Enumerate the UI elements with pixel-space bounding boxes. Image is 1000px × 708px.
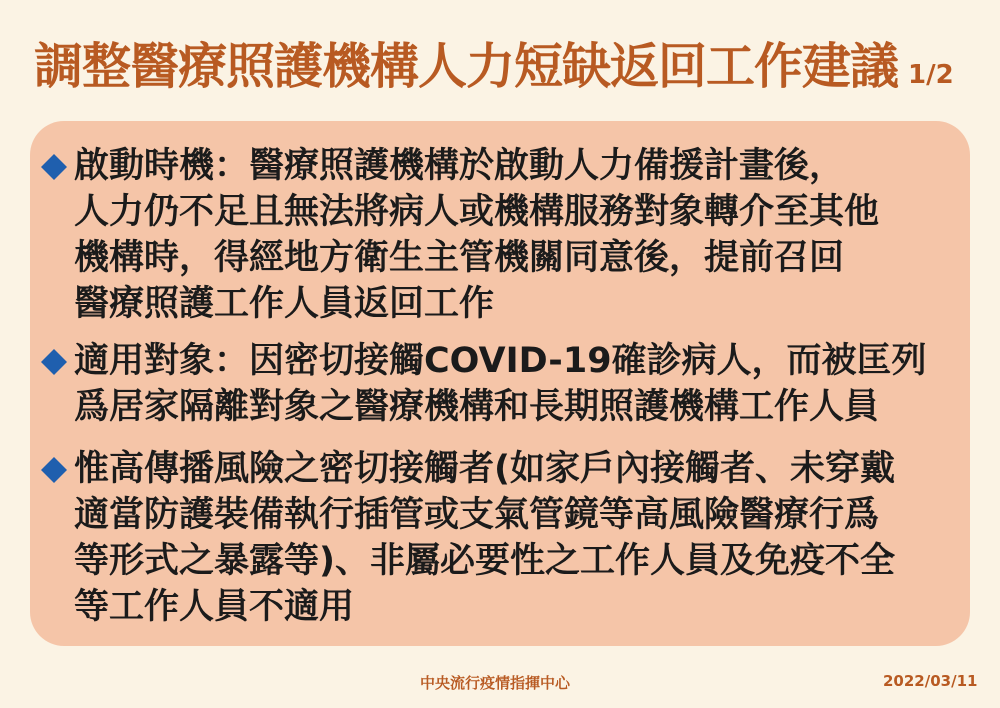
bullet-line: 醫療照護工作人員返回工作: [74, 284, 495, 324]
bullet-item-start-timing: [40, 143, 954, 327]
bullet-line: 等形式之暴露等)、非屬必要性之工作人員及免疫不全: [74, 541, 895, 581]
bullet-line: 等工作人員不適用: [74, 587, 355, 627]
bullet-text: [74, 143, 954, 327]
page-number: 1/2: [908, 60, 954, 90]
bullet-line: 惟高傳播風險之密切接觸者(如家戶內接觸者、未穿戴: [74, 449, 895, 489]
bullet-line: 適當防護裝備執行插管或支氣管鏡等高風險醫療行爲: [74, 495, 880, 535]
footer-organization: 中央流行疫情指揮中心: [420, 674, 571, 692]
diamond-bullet-icon: [40, 348, 68, 376]
footer-date: 2022/03/11: [883, 672, 978, 690]
title-main: 調整醫療照護機構人力短缺返回工作建議: [34, 38, 899, 95]
bullet-text: [74, 338, 954, 430]
bullet-item-exceptions: [40, 446, 954, 630]
bullet-line: 適用對象：因密切接觸COVID-19確診病人，而被匡列: [74, 341, 927, 381]
bullet-item-applicable-targets: [40, 338, 954, 430]
bullet-line: 爲居家隔離對象之醫療機構和長期照護機構工作人員: [74, 387, 880, 427]
bullet-line: 啟動時機：醫療照護機構於啟動人力備援計畫後，: [74, 146, 845, 186]
bullet-line: 機構時，得經地方衛生主管機關同意後，提前召回: [74, 238, 845, 278]
diamond-bullet-icon: [40, 456, 68, 484]
page-title: [34, 28, 984, 98]
diamond-bullet-icon: [40, 153, 68, 181]
bullet-text: [74, 446, 954, 630]
bullet-line: 人力仍不足且無法將病人或機構服務對象轉介至其他: [74, 192, 880, 232]
